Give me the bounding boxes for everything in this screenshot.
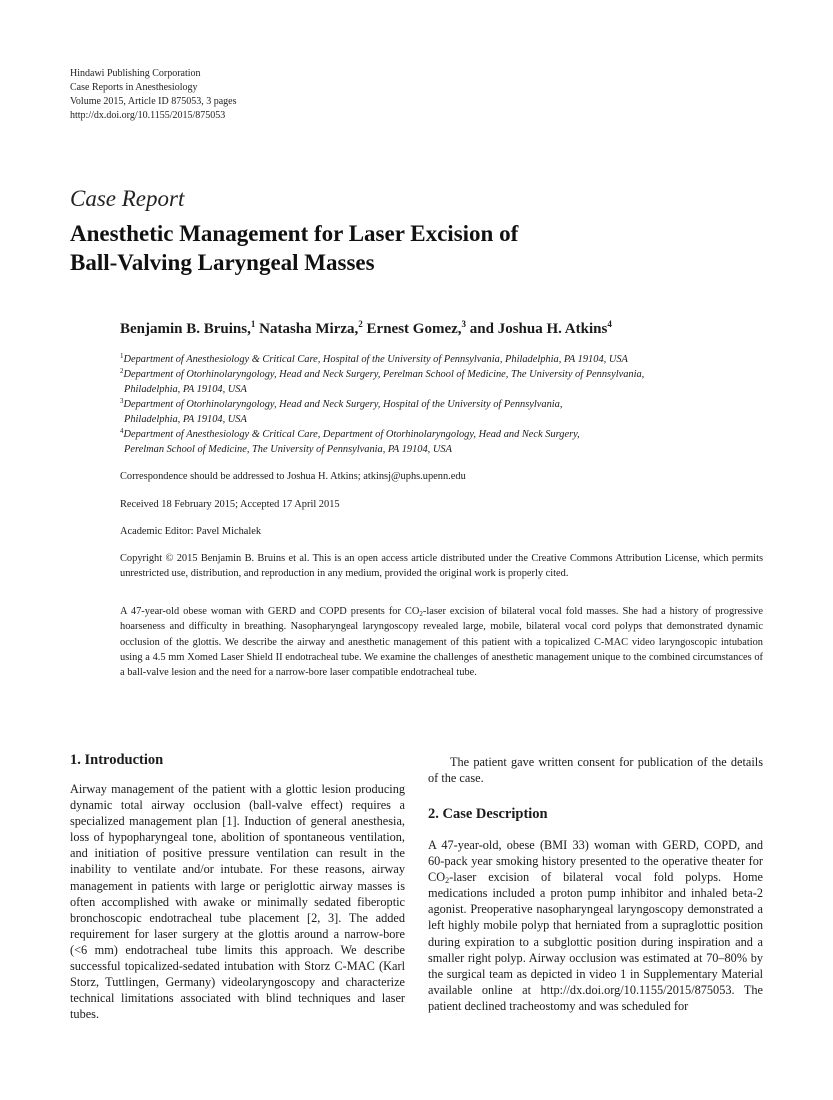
affiliation-4: $^4$Department of Anesthesiology & Critical Care, Department of Otorhinolaryngology, Head and Neck Surgery, bbox=[120, 427, 580, 440]
author-affiliation-mark: 2 bbox=[358, 319, 363, 329]
volume-info: Volume 2015, Article ID 875053, 3 pages bbox=[70, 96, 237, 107]
author-name: Benjamin B. Bruins, bbox=[120, 321, 251, 337]
title-line-1: Anesthetic Management for Laser Excision of bbox=[70, 221, 519, 246]
affiliation-4-cont: Perelman School of Medicine, The University of Pennsylvania, PA 19104, USA bbox=[124, 444, 452, 455]
affiliations bbox=[120, 352, 770, 457]
affiliation-3-cont: Philadelphia, PA 19104, USA bbox=[124, 414, 247, 425]
author-affiliation-mark: 4 bbox=[607, 319, 612, 329]
author-affiliation-mark: 3 bbox=[461, 319, 467, 329]
author-list bbox=[120, 321, 612, 338]
affiliation-3: $^3$Department of Otorhinolaryngology, Head and Neck Surgery, Hospital of the University of Pennsylvania, bbox=[120, 397, 563, 410]
article-title bbox=[70, 219, 710, 277]
affiliation-2: $^2$Department of Otorhinolaryngology, Head and Neck Surgery, Perelman School of Medicine, The University of Pennsylvania, bbox=[120, 367, 645, 380]
consent-paragraph: The patient gave written consent for publication of the details of the case. bbox=[428, 755, 763, 786]
section-heading-case-description: 2. Case Description bbox=[428, 806, 548, 822]
author-name: Natasha Mirza, bbox=[259, 321, 359, 337]
affiliation-1: $^1$Department of Anesthesiology & Critical Care, Hospital of the University of Pennsylvania, Philadelphia, PA 19104, USA bbox=[120, 352, 628, 365]
correspondence: Correspondence should be addressed to Joshua H. Atkins; atkinsj@uphs.upenn.edu bbox=[120, 471, 466, 482]
author-affiliation-mark: 1 bbox=[250, 319, 256, 329]
affiliation-2-cont: Philadelphia, PA 19104, USA bbox=[124, 384, 247, 395]
publisher: Hindawi Publishing Corporation bbox=[70, 68, 201, 79]
section-heading-introduction: 1. Introduction bbox=[70, 752, 164, 768]
case-description-text: A 47-year-old, obese (BMI 33) woman with GERD, COPD, and 60-pack year smoking history presented to the operative theater for $CO_2$-laser excision of bilateral vocal fold polyps. Home medications included a proton pump inhibitor and inhaled beta-2 agonist. Preoperative nasopharyngeal laryngoscopy demonstrated a left highly mobile polyp that herniated from a supraglottic position during expiration to a subglottic position during inspiration and a smaller right polyp. Airway occlusion was estimated at 70–80% by the surgical team as depicted in video 1 in Supplementary Material available online at http://dx.doi.org/10.1155/2015/875053. The patient declined tracheostomy and was scheduled for bbox=[428, 838, 763, 1013]
author-name: and Joshua H. Atkins bbox=[469, 321, 608, 337]
journal-header bbox=[70, 67, 236, 123]
introduction-text: Airway management of the patient with a glottic lesion producing dynamic total airway occlusion (ball-valve effect) requires a specialized management plan [1]. Induction of general anesthesia, loss of hypopharyngeal tone, abolition of spontaneous ventilation, and initiation of positive pressure ventilation can result in the inability to ventilate and/or intubate. For these reasons, airway management in patients with large or periglottic airway masses is often accomplished with awake or minimally sedated fiberoptic bronchoscopic endotracheal tube placement [2, 3]. The added requirement for laser surgery at the glottis around a narrow-bore (<6 mm) endotracheal tube limits this approach. We describe successful topicalized-sedated intubation with Storz C-MAC (Karl Storz, Tuttlingen, Germany) videolaryngoscopy and characterize technical limitations associated with blind techniques and laser tubes. bbox=[70, 782, 405, 1022]
academic-editor: Academic Editor: Pavel Michalek bbox=[120, 526, 262, 537]
author-name: Ernest Gomez, bbox=[366, 321, 462, 337]
abstract: A 47-year-old obese woman with GERD and COPD presents for $CO_2$-laser excision of bilateral vocal fold masses. She had a history of progressive hoarseness and difficulty in breathing. Nasopharyngeal laryngoscopy revealed large, mobile, bilateral vocal cord polyps that demonstrated dynamic occlusion of the glottis. We describe the airway and anesthetic management of this patient with a topicalized C-MAC video laryngoscopic intubation using a 4.5 mm Xomed Laser Shield II endotracheal tube. We examine the challenges of anesthetic management unique to the combined circumstances of a ball-valve lesion and the need for a narrow-bore laser compatible endotracheal tube. bbox=[120, 606, 763, 679]
copyright-notice: Copyright © 2015 Benjamin B. Bruins et al. This is an open access article distributed under the Creative Commons Attribution License, which permits unrestricted use, distribution, and reproduction in any medium, provided the original work is properly cited. bbox=[120, 553, 763, 579]
journal-name: Case Reports in Anesthesiology bbox=[70, 82, 198, 93]
received-date: Received 18 February 2015; Accepted 17 April 2015 bbox=[120, 499, 340, 510]
article-type: Case Report bbox=[70, 186, 185, 211]
title-line-2: Ball-Valving Laryngeal Masses bbox=[70, 250, 375, 275]
doi-link[interactable]: http://dx.doi.org/10.1155/2015/875053 bbox=[70, 110, 226, 121]
